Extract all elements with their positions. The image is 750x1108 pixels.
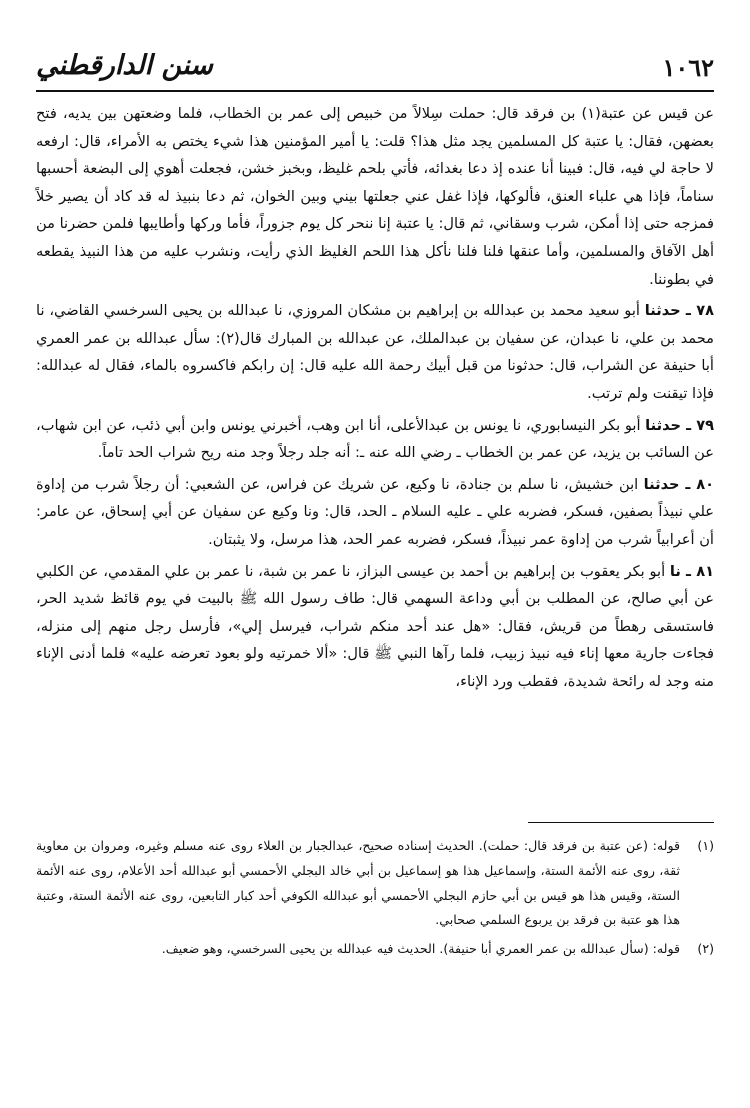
paragraph-text: أبو بكر يعقوب بن إبراهيم بن أحمد بن عيسى البزاز، نا عمر بن شبة، نا عمر بن علي المقدمي، عن الكلبي عن أبي صالح، عن المطلب بن أبي وداعة السهمي قال: طاف رسول الله ﷺ بالبيت في يوم قائظ شديد الحر، فاستسقى رهطاً من قريش، فقال: «هل عند أحد منكم شراب، فيرسل إلي»، فأرسل رجل منهم إلى منزله، فجاءت جارية معها إناء فيه نبيذ زبيب، فلما رآها النبي ﷺ قال: «ألا خمرتيه ولو بعود تعرضه عليه» فلما أدنى الإناء منه وجد له رائحة شديدة، فقطب ورد الإناء، bbox=[36, 562, 714, 690]
footnote-number: (٢) bbox=[697, 941, 714, 957]
footnote-number: (١) bbox=[697, 838, 714, 853]
paragraph-text: ابن خشيش، نا سلم بن جنادة، نا وكيع، عن شريك عن فراس، عن الشعبي: أن رجلاً شرب من إداوة علي نبيذاً بصفين، فسكر، فضربه علي ـ عليه السلام ـ الحد، قال: ونا وكيع عن سفيان عن أبي إسحاق، عن عامر: أن أعرابياً شرب من إداوة عمر نبيذاً، فسكر، فضربه عمر الحد، هذا مرسل، ولا يثبتان. bbox=[36, 475, 714, 548]
paragraph-text: أبو سعيد محمد بن عبدالله بن إبراهيم بن مشكان المروزي، نا عبدالله بن يحيى السرخسي القاضي، نا محمد بن علي، نا عبدان، عن سفيان بن عبدالملك، عن عبدالله بن المبارك قال(٢): سأل عبدالله بن عمر العمري أبا حنيفة عن الشراب، قال: حدثونا من قبل أبيك رحمة الله عليه قال: إن رابكم فاكسروه بالماء، فقال له عبدالله: فإذا تيقنت ولم ترتب. bbox=[36, 302, 714, 402]
paragraph-hadith-80 bbox=[36, 471, 714, 554]
footnotes bbox=[36, 834, 714, 966]
paragraph-hadith-81 bbox=[36, 558, 714, 696]
page-number: ١٠٦٢ bbox=[662, 53, 714, 82]
running-title: سنن الدارقطني bbox=[36, 50, 213, 81]
hadith-number-81: ٨١ ـ نا bbox=[669, 562, 715, 580]
paragraph-text: أبو بكر النيسابوري، نا يونس بن عبدالأعلى، أنا ابن وهب، أخبرني يونس وابن أبي ذئب، عن ابن شهاب، عن السائب بن يزيد، عن عمر بن الخطاب ـ رضي الله عنه ـ: أنه جلد رجلاً وجد منه ريح شراب الحد تاماً. bbox=[36, 416, 714, 462]
footnote-text: قوله: (عن عتبة بن فرقد قال: حملت). الحديث إسناده صحيح، عبدالجبار بن العلاء روى عنه مسلم وغيره، ومروان بن معاوية ثقة، روى عنه الأئمة الستة، وإسماعيل هذا هو إسماعيل بن أبي خالد البجلي الأحمسي أبو عبدالله أحد الأعلام، روى عنه الأئمة الستة، وقيس هذا هو قيس بن أبي حازم البجلي الأحمسي أبو عبدالله الكوفي أحد كبار التابعين، روى عنه الأئمة الستة، وعتبة هذا هو عتبة بن فرقد بن يربوع السلمي صحابي. bbox=[36, 838, 680, 928]
hadith-number-80: ٨٠ ـ حدثنا bbox=[643, 475, 715, 493]
page-header bbox=[36, 46, 714, 92]
paragraph-hadith-77-continuation bbox=[36, 100, 714, 293]
paragraph-text: عن قيس عن عتبة(١) بن فرقد قال: حملت سِلالاً من خبيص إلى عمر بن الخطاب، فلما وضعتهن بين يديه، فتح بعضهن، فقال: يا عتبة كل المسلمين يجد مثل هذا؟ قلت: يا أمير المؤمنين هذا شيء يختص به الأمراء، قال: ارفعه لا حاجة لي فيه، قال: فبينا أنا عنده إذ دعا بغدائه، فأتي بلحم غليظ، وبخبز خشن، فجعلت أهوي إلى البضعة أحسبها سناماً، فإذا هي علباء العنق، فألوكها، فإذا غفل عني جعلتها بيني وبين الخوان، ثم دعا بنبيذ له قد كاد أن يصير خلاً فمزجه حتى إذا أمكن، شرب وسقاني، ثم قال: يا عتبة إنا ننحر كل يوم جزوراً، فأما وركها وأطايبها فلمن حضرنا من أهل الآفاق والمسلمين، وأما عنقها فلنا فلنا نأكل هذا اللحم الغليظ الذي رأيت، ونشرب عليه من هذا النبيذ يقطعه في بطوننا. bbox=[36, 105, 714, 288]
hadith-number-79: ٧٩ ـ حدثنا bbox=[645, 416, 715, 434]
footnote-1 bbox=[36, 834, 714, 933]
footnote-2 bbox=[36, 937, 714, 962]
footnote-divider bbox=[528, 822, 714, 823]
paragraph-hadith-79 bbox=[36, 412, 714, 467]
main-text bbox=[36, 100, 714, 699]
footnote-text: قوله: (سأل عبدالله بن عمر العمري أبا حنيفة). الحديث فيه عبدالله بن يحيى السرخسي، وهو ضعيف. bbox=[161, 941, 680, 957]
hadith-number-78: ٧٨ ـ حدثنا bbox=[644, 302, 715, 320]
paragraph-hadith-78 bbox=[36, 297, 714, 407]
